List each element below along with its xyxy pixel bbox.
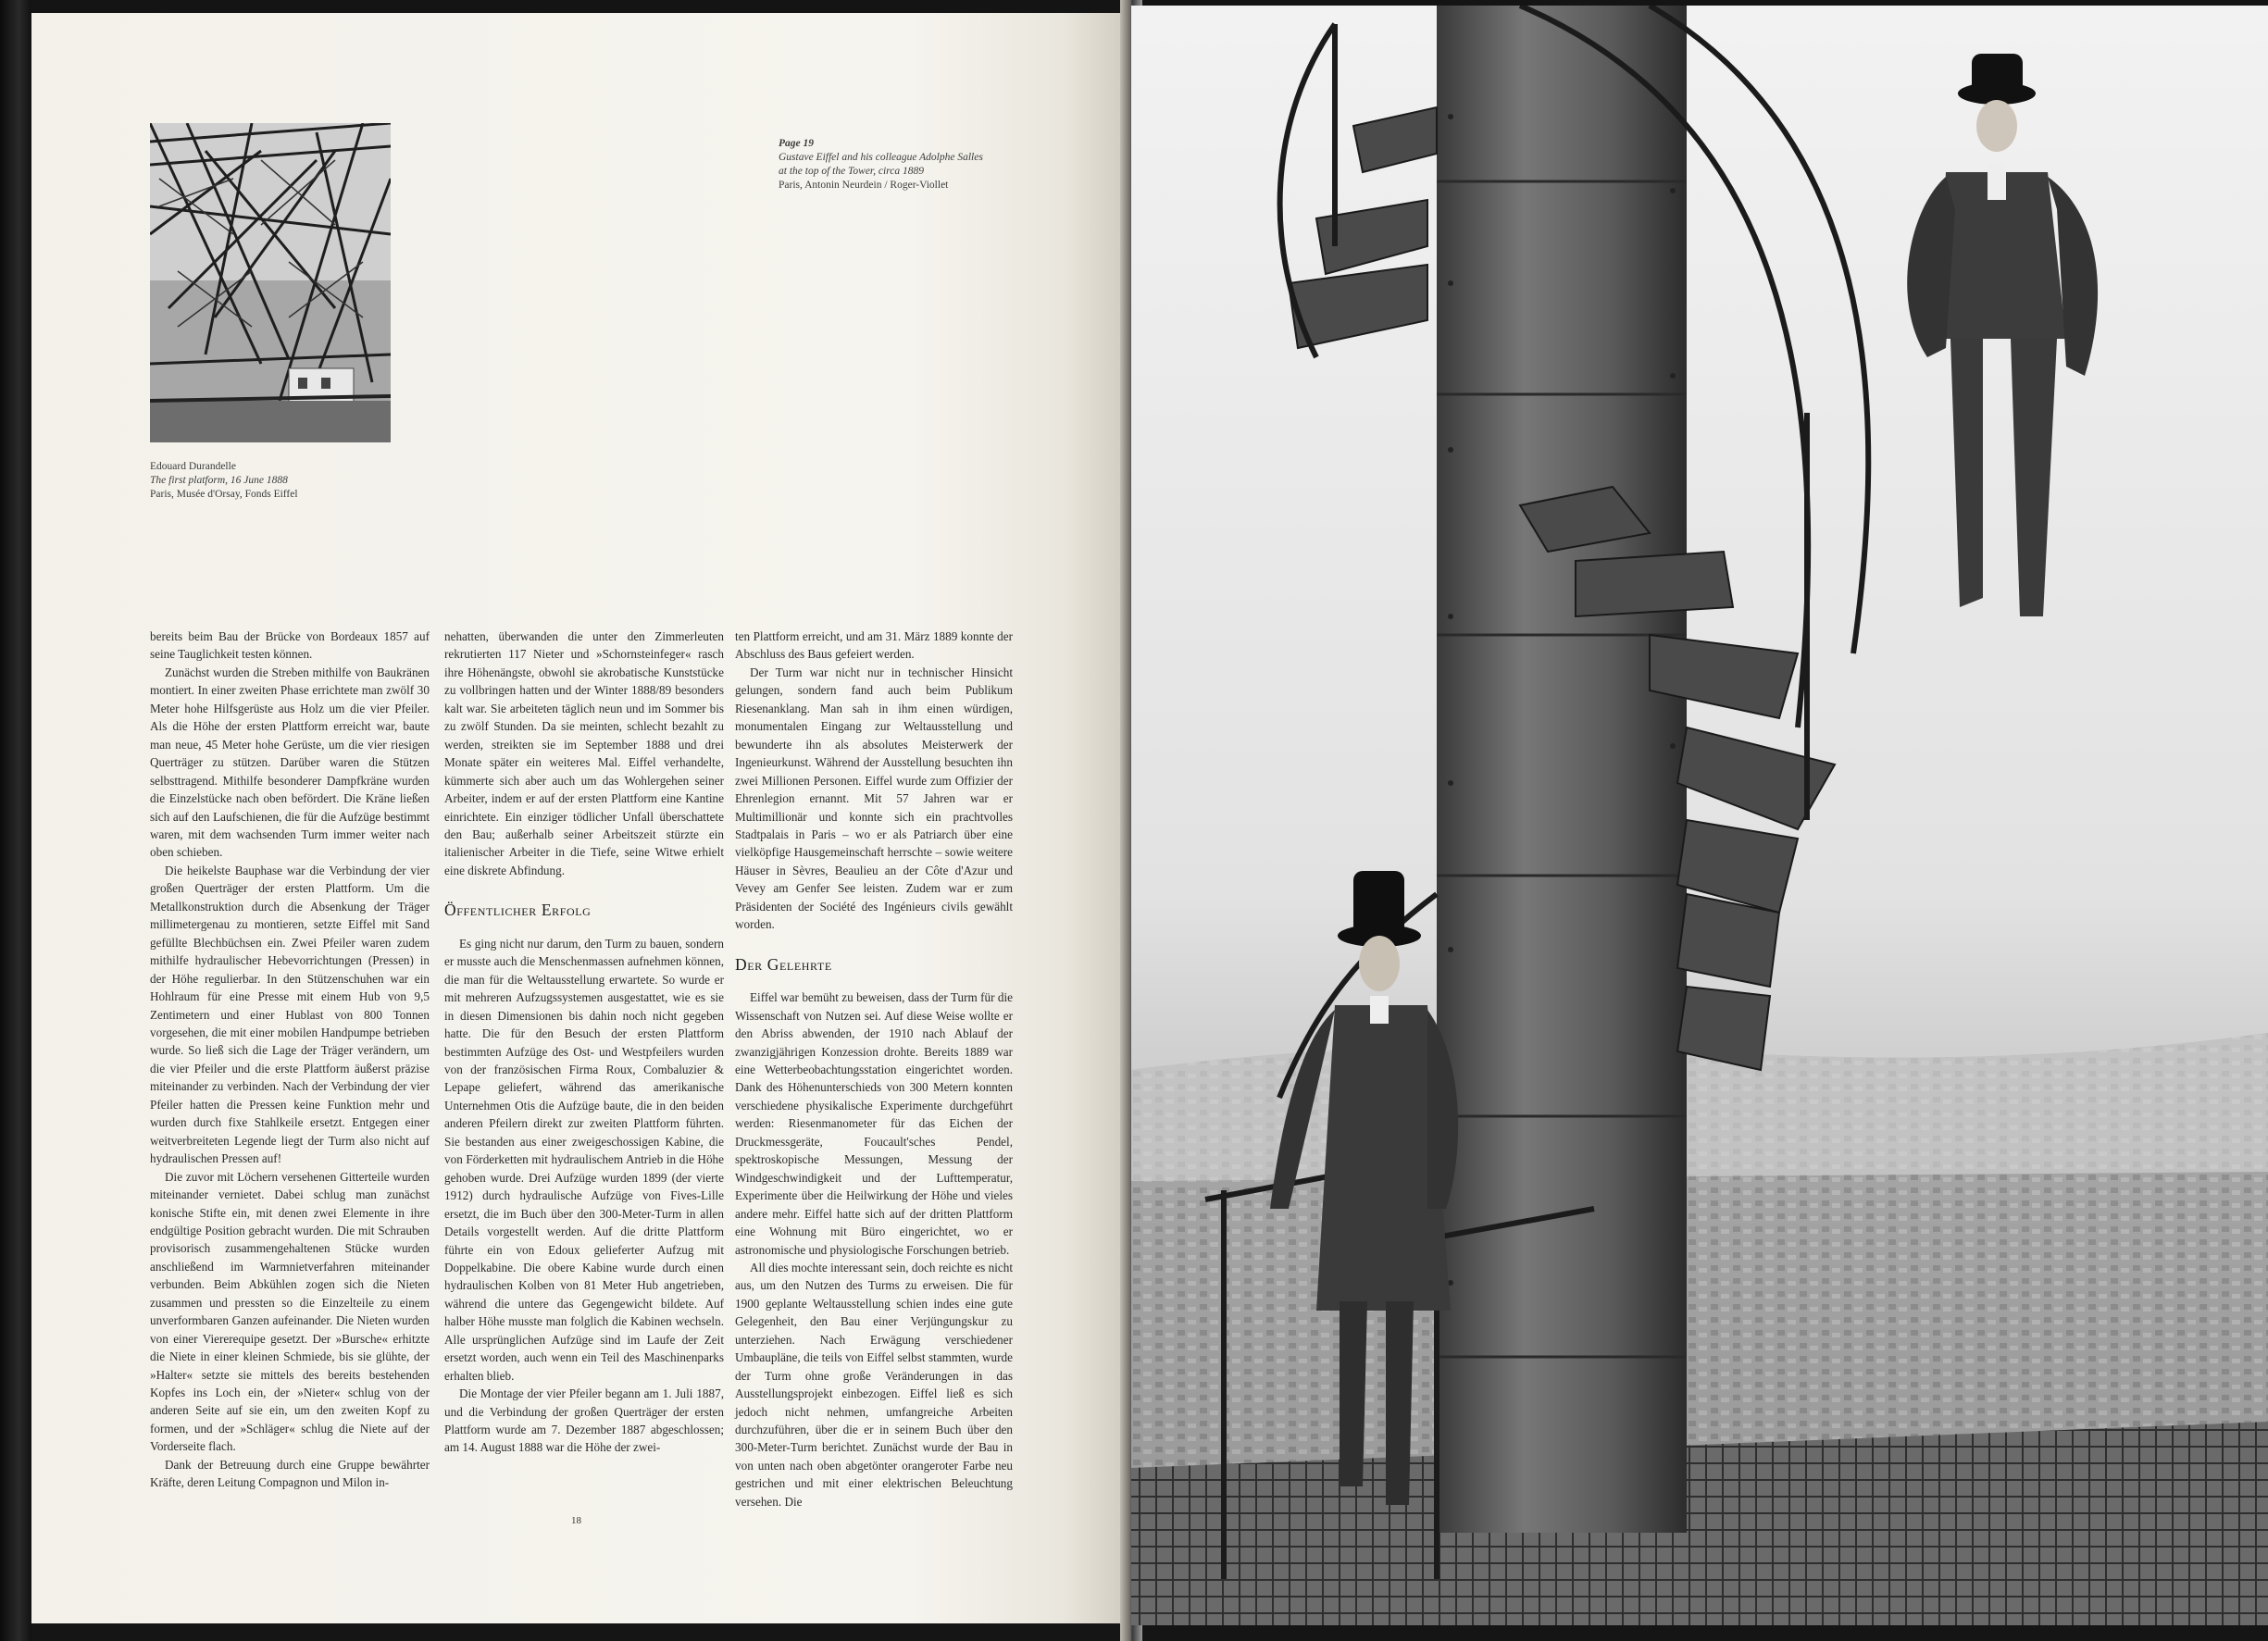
construction-photo bbox=[150, 123, 391, 442]
paragraph: Eiffel war bemüht zu beweisen, dass der Turm für die Wissenschaft von Nutzen sei. Auf diese Weise wollte er den Abriss abwenden, der 1910 nach Ablauf der zwanzigjährigen Konzession drohte. Bereits 1889 war eine Wetterbeobachtungsstation eingerichtet worden. Dank des Höhenunterschieds von 300 Metern konnten verschiedene physikalische Experimente durchgeführt werden: Riesenmanometer für das Eichen der Druckmessgeräte, Foucault'sches Pendel, spektroskopische Messungen, Messung der Windgeschwindigkeit und der Lufttemperatur, Experimente über die Heilwirkung der Höhe und vieles andere mehr. Eiffel hatte sich auf der dritten Plattform eine Wohnung mit Büro eingerichtet, wo er astronomische und physiologische Forschungen betrieb. bbox=[735, 990, 1013, 1257]
eiffel-stair-photo bbox=[1131, 6, 2268, 1625]
paragraph: ten Plattform erreicht, und am 31. März 1889 konnte der Abschluss des Baus gefeiert werden. bbox=[735, 629, 1013, 662]
paragraph: Es ging nicht nur darum, den Turm zu bauen, sondern er musste auch die Menschenmassen aufnehmen können, die man für die Weltausstellung erwartete. So wurde er mit mehreren Aufzugssystemen ausgestattet, wie es sie in diesen Dimensionen bis dahin noch nicht gegeben hatte. Die für den Besuch der ersten Plattform bestimmten Aufzüge des Ost- und Westpfeilers wurden von der französischen Firma Roux, Combaluzier & Lepape geliefert, während das amerikanische Unternehmen Otis die Aufzüge baute, die in den beiden anderen Pfeilern direkt zur zweiten Plattform führten. Sie bestanden aus einer zweigeschossigen Kabine, die von Förderketten mit hydraulischem Antrieb in die Höhe gehoben wurde. Drei Aufzüge wurden 1899 (der vierte 1912) durch hydraulische Aufzüge von Fives-Lille ersetzt, die im Buch über den 300-Meter-Turm in allen Details vorgestellt werden. Auf die dritte Plattform führte ein von Edoux gelieferter Aufzug mit Doppelkabine. Die obere Kabine wurde durch einen hydraulischen Kolben von 81 Meter Hub angetrieben, während die untere das Gegengewicht bildete. Auf halber Höhe musste man folglich die Kabinen wechseln. Alle ursprünglichen Aufzüge sind im Laufe der Zeit ersetzt worden, auch wenn ein Teil des Maschinenparks erhalten blieb. bbox=[444, 936, 724, 1383]
caption-source: Paris, Antonin Neurdein / Roger-Viollet bbox=[779, 180, 949, 191]
photo-caption bbox=[150, 460, 298, 502]
paragraph: Der Turm war nicht nur in technischer Hinsicht gelungen, sondern fand auch beim Publikum Riesenanklang. Man sah in ihm einen würdigen, monumentalen Eingang zur Weltausstellung und bewunderte ihn als absolutes Meisterwerk der Ingenieurkunst. Während der Ausstellung besuchten ihn zwei Millionen Personen. Eiffel wurde zum Offizier der Ehrenlegion ernannt. Mit 57 Jahren war er Multimillionär und konnte sich ein prachtvolles Stadtpalais in Paris – wo er als Patriarch über eine vielköpfige Hausgemeinschaft herrschte – sowie weitere Häuser in Sèvres, Beaulieu an der Côte d'Azur und Vevey am Genfer See leisten. Zudem war er zum Präsidenten der Société des Ingénieurs civils gewählt worden. bbox=[735, 665, 1013, 932]
paragraph: Dank der Betreuung durch eine Gruppe bewährter Kräfte, deren Leitung Compagnon und Milon in- bbox=[150, 1457, 430, 1490]
paragraph: bereits beim Bau der Brücke von Bordeaux 1857 auf seine Tauglichkeit testen können. bbox=[150, 629, 430, 662]
text-column-3 bbox=[735, 628, 1013, 1510]
paragraph: Die heikelste Bauphase war die Verbindung der vier großen Querträger der ersten Plattform. Um die Metallkonstruktion durch die Absenkung der Träger millimetergenau zu montieren, setzte Eiffel mit Sand gefüllte Blechbüchsen ein. Zwei Pfeiler waren zudem mithilfe hydraulischer Hebevorrichtungen (Pressen) in der Höhe regulierbar. In den Stützenschuhen war ein Hohlraum für eine Presse mit einem Hub von 9,5 Zentimetern und einer Hublast von 800 Tonnen vorgesehen, die mit einer mobilen Handpumpe betrieben wurde. So ließ sich die Lage der Träger verändern, um die vier Pfeiler und die erste Plattform äußerst präzise miteinander zu verbinden. Nach der Verbindung der vier Pfeiler hatten die Pressen keine Funktion mehr und wurden durch fixe Stahlkeile ersetzt. Entgegen einer weitverbreiteten Legende liegt der Turm also nicht auf hydraulischen Pressen auf! bbox=[150, 863, 430, 1166]
caption-page-ref: Page 19 bbox=[779, 138, 815, 149]
paragraph: nehatten, überwanden die unter den Zimmerleuten rekrutierten 117 Nieter und »Schornsteinfeger« rasch ihre Höhenängste, obwohl sie akrobatische Kunststücke zu vollbringen hatten und der Winter 1888/89 besonders kalt war. Sie arbeiteten täglich neun und im Sommer bis zu zwölf Stunden. Da sie meinten, schlecht bezahlt zu werden, streikten sie im September 1888 und drei Monate später ein weiteres Mal. Eiffel verhandelte, kümmerte sich aber auch um das Wohlergehen seiner Arbeiter, indem er auf der ersten Plattform eine Kantine einrichtete. Ein einziger tödlicher Unfall überschattete den Bau; außerhalb seiner Arbeitszeit stürzte ein italienischer Arbeiter in die Tiefe, seine Witwe erhielt eine diskrete Abfindung. bbox=[444, 629, 724, 877]
text-column-1 bbox=[150, 628, 430, 1492]
paragraph: Die zuvor mit Löchern versehenen Gitterteile wurden miteinander vernietet. Dabei schlug man zunächst konische Stifte ein, mit denen zwei Elemente in ihre endgültige Position gebracht wurden. Die mit Schrauben provisorisch zusammengehaltenen Stücke wurden anschließend im Warmnietverfahren miteinander verbunden. Beim Abkühlen zogen sich die Nieten zusammen und pressten so die Einzelteile zu einem unverformbaren Ganzen aufeinander. Die Nieten wurden von einer Viererequipe gesetzt. Der »Bursche« erhitzte die Niete in einer kleinen Schmiede, bis sie glühte, der »Halter« setzte sie mittels des bereits bestehenden Kopfes ins Loch ein, der »Nieter« schlug von der anderen Seite auf sie ein, um den zweiten Kopf zu formen, und der »Schläger« schlug die Niete auf der Vorderseite flach. bbox=[150, 1169, 430, 1454]
caption-title: The first platform, 16 June 1888 bbox=[150, 475, 288, 486]
caption-source: Paris, Musée d'Orsay, Fonds Eiffel bbox=[150, 489, 298, 500]
section-heading: Der Gelehrte bbox=[735, 954, 832, 974]
caption-author: Edouard Durandelle bbox=[150, 461, 236, 472]
book-cover-edge-left bbox=[0, 0, 31, 1641]
right-page bbox=[1131, 6, 2268, 1625]
paragraph: Die Montage der vier Pfeiler begann am 1. Juli 1887, und die Verbindung der großen Querträger der ersten Plattform wurde am 7. Dezember 1887 abgeschlossen; am 14. August 1888 war die Höhe der zwei- bbox=[444, 1386, 724, 1455]
paragraph: All dies mochte interessant sein, doch reichte es nicht aus, um den Nutzen des Turms zu erweisen. Die für 1900 geplante Weltausstellung schien indes eine gute Gelegenheit, den Bau einer Verjüngungskur zu unterziehen. Nach Erwägung verschiedener Umbaupläne, die teils von Eiffel selbst stammten, wurde der Turm ohne große Veränderungen in das Ausstellungsprojekt einbezogen. Eiffel ließ es sich jedoch nicht nehmen, umfangreiche Arbeiten durchzuführen, über die er in seinem Buch über den 300-Meter-Turm berichtet. Zunächst wurde der Bau in von unten nach oben abgetönter orangeroter Farbe neu gestrichen und mit einer elektrischen Beleuchtung versehen. Die bbox=[735, 1260, 1013, 1509]
paragraph: Zunächst wurden die Streben mithilfe von Baukränen montiert. In einer zweiten Phase errichtete man zwölf 30 Meter hohe Hilfsgerüste aus Holz um die vier Pfeiler. Als die Höhe der ersten Plattform erreicht war, baute man neue, 45 Meter hohe Gerüste, um die vier riesigen Querträger zu stützen. Darüber waren die Stützen selbsttragend. Mithilfe besonderer Dampfkräne wurden die Einzelstücke nach oben befördert. Die Kräne ließen sich auf den Laufschienen, die für die Aufzüge bestimmt waren, mit dem wachsenden Turm immer weiter nach oben schieben. bbox=[150, 665, 430, 860]
section-heading: Öffentlicher Erfolg bbox=[444, 901, 592, 920]
caption-title-line1: Gustave Eiffel and his colleague Adolphe Salles bbox=[779, 152, 983, 163]
page-number: 18 bbox=[571, 1515, 581, 1526]
caption-title-line2: at the top of the Tower, circa 1889 bbox=[779, 166, 924, 177]
facing-photo-caption bbox=[779, 137, 983, 193]
text-column-2 bbox=[444, 628, 724, 1457]
